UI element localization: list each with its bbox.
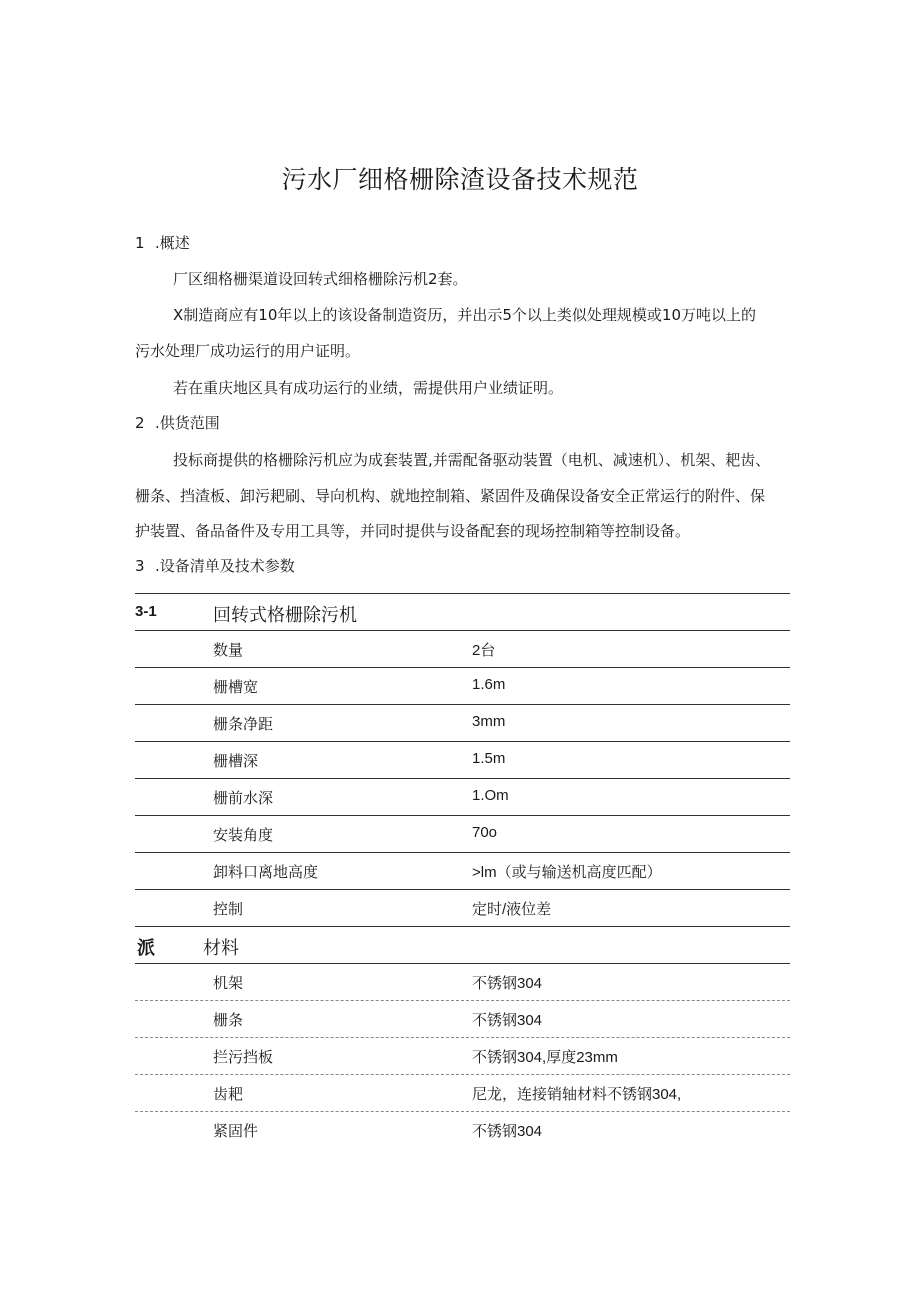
table-row — [135, 852, 790, 889]
table-row — [135, 630, 790, 667]
section-2-paragraph-line-2: 栅条、挡渣板、卸污耙刷、导向机构、就地控制箱、紧固件及确保设备安全正常运行的附件、保 — [135, 487, 766, 505]
param-value: 2台 — [472, 642, 496, 659]
section-1-paragraph-2-line-2: 污水处理厂成功运行的用户证明。 — [135, 342, 361, 360]
material-part: 紧固件 — [213, 1122, 259, 1140]
table-row — [135, 741, 790, 778]
param-name: 数量 — [213, 641, 244, 659]
param-value: 1.5m — [472, 750, 506, 767]
param-name: 栅槽宽 — [213, 678, 259, 696]
table-title: 回转式格栅除污机 — [213, 605, 357, 626]
material-value: 尼龙，连接销轴材料不锈钢304, — [472, 1086, 682, 1103]
section-1-paragraph-2-line-1: X制造商应有10年以上的该设备制造资历，并出示5个以上类似处理规模或10万吨以上的 — [173, 306, 756, 324]
param-value: 定时/液位差 — [472, 901, 552, 918]
param-value: 70o — [472, 824, 498, 841]
section-1-number: 1 — [135, 234, 145, 252]
table-row — [135, 1000, 790, 1037]
section-3-number: 3 — [135, 557, 145, 575]
section-1-heading — [135, 234, 190, 253]
section-1-title: .概述 — [155, 234, 190, 252]
section-2-paragraph-line-3: 护装置、备品备件及专用工具等，并同时提供与设备配套的现场控制箱等控制设备。 — [135, 522, 691, 540]
table-row — [135, 1074, 790, 1111]
table-title: 材料 — [203, 938, 239, 959]
section-1-paragraph-1: 厂区细格栅渠道设回转式细格栅除污机2套。 — [173, 270, 468, 288]
table-row — [135, 778, 790, 815]
table-row — [135, 1037, 790, 1074]
param-value: >lm（或与输送机高度匹配） — [472, 864, 662, 881]
table-row — [135, 667, 790, 704]
material-value: 不锈钢304 — [472, 1123, 543, 1140]
material-value: 不锈钢304 — [472, 975, 543, 992]
table-number: 派 — [137, 938, 155, 958]
param-name: 控制 — [213, 900, 244, 918]
table-row — [135, 1111, 790, 1148]
param-value: 1.6m — [472, 676, 506, 693]
param-name: 卸料口离地高度 — [213, 863, 319, 881]
section-2-paragraph-line-1: 投标商提供的格栅除污机应为成套装置,并需配备驱动装置（电机、减速机）、机架、耙齿、 — [173, 451, 771, 469]
material-value: 不锈钢304,厚度23mm — [472, 1049, 618, 1066]
section-2-heading — [135, 414, 220, 433]
material-part: 齿耙 — [213, 1085, 244, 1103]
param-name: 栅前水深 — [213, 789, 274, 807]
table-header — [135, 926, 790, 963]
section-2-number: 2 — [135, 414, 145, 432]
section-3-heading — [135, 557, 295, 576]
material-part: 拦污挡板 — [213, 1048, 274, 1066]
table-row — [135, 815, 790, 852]
material-part: 机架 — [213, 974, 244, 992]
param-value: 3mm — [472, 713, 506, 730]
document-title: 污水厂细格栅除渣设备技术规范 — [281, 165, 639, 194]
section-1-paragraph-3: 若在重庆地区具有成功运行的业绩，需提供用户业绩证明。 — [173, 379, 564, 397]
table-row — [135, 704, 790, 741]
material-part: 栅条 — [213, 1011, 244, 1029]
param-name: 栅槽深 — [213, 752, 259, 770]
table-row — [135, 963, 790, 1000]
section-3-title: .设备清单及技术参数 — [155, 557, 295, 575]
param-value: 1.Om — [472, 787, 509, 804]
section-2-title: .供货范围 — [155, 414, 220, 432]
table-header — [135, 593, 790, 630]
table-row — [135, 889, 790, 926]
param-name: 安装角度 — [213, 826, 274, 844]
param-name: 栅条净距 — [213, 715, 274, 733]
table-number: 3-1 — [135, 603, 157, 620]
material-value: 不锈钢304 — [472, 1012, 543, 1029]
